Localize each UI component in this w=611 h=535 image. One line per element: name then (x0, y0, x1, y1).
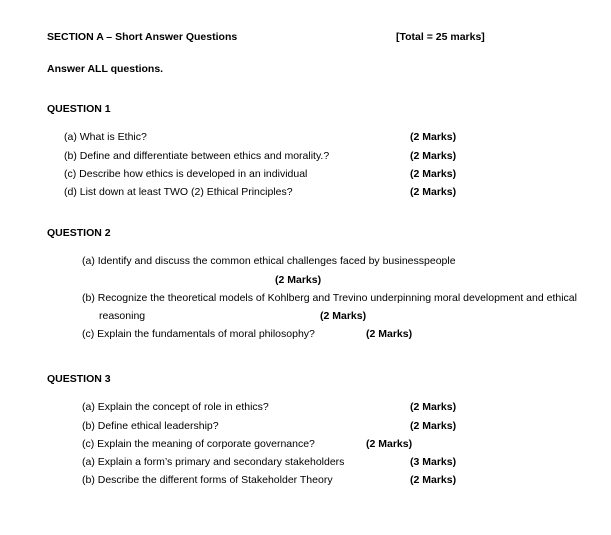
q2-item-c: (c) Explain the fundamentals of moral philosophy? (82, 328, 315, 340)
question-1-heading: QUESTION 1 (47, 103, 111, 115)
q3-item-b-marks: (2 Marks) (410, 420, 457, 432)
q2-item-a-marks: (2 Marks) (275, 274, 322, 286)
q2-item-b: (b) Recognize the theoretical models of Kohlberg and Trevino underpinning moral development and ethical (82, 292, 577, 304)
q1-item-c: (c) Describe how ethics is developed in an individual (64, 168, 308, 180)
q3-item-d-marks: (3 Marks) (410, 456, 457, 468)
q3-item-b: (b) Define ethical leadership? (82, 420, 219, 432)
q1-item-c-marks: (2 Marks) (410, 168, 457, 180)
q2-item-b-continuation: reasoning (99, 310, 146, 322)
q3-item-d: (a) Explain a form’s primary and secondary stakeholders (82, 456, 345, 468)
question-3-heading: QUESTION 3 (47, 373, 111, 385)
q2-item-c-marks: (2 Marks) (366, 328, 413, 340)
q1-item-a-marks: (2 Marks) (410, 131, 457, 143)
q2-item-b-marks: (2 Marks) (320, 310, 367, 322)
q2-item-a: (a) Identify and discuss the common ethical challenges faced by businesspeople (82, 255, 456, 267)
instruction: Answer ALL questions. (47, 63, 164, 75)
q3-item-a-marks: (2 Marks) (410, 401, 457, 413)
q1-item-b: (b) Define and differentiate between ethics and morality.? (64, 150, 330, 162)
q1-item-a: (a) What is Ethic? (64, 131, 147, 143)
q3-item-e: (b) Describe the different forms of Stakeholder Theory (82, 474, 333, 486)
q3-item-c-marks: (2 Marks) (366, 438, 413, 450)
question-2-heading: QUESTION 2 (47, 227, 111, 239)
q1-item-d: (d) List down at least TWO (2) Ethical Principles? (64, 186, 293, 198)
section-title: SECTION A – Short Answer Questions (47, 31, 238, 43)
section-total-marks: [Total = 25 marks] (396, 31, 485, 43)
q1-item-d-marks: (2 Marks) (410, 186, 457, 198)
q3-item-c: (c) Explain the meaning of corporate governance? (82, 438, 315, 450)
q3-item-e-marks: (2 Marks) (410, 474, 457, 486)
q3-item-a: (a) Explain the concept of role in ethics? (82, 401, 269, 413)
q1-item-b-marks: (2 Marks) (410, 150, 457, 162)
